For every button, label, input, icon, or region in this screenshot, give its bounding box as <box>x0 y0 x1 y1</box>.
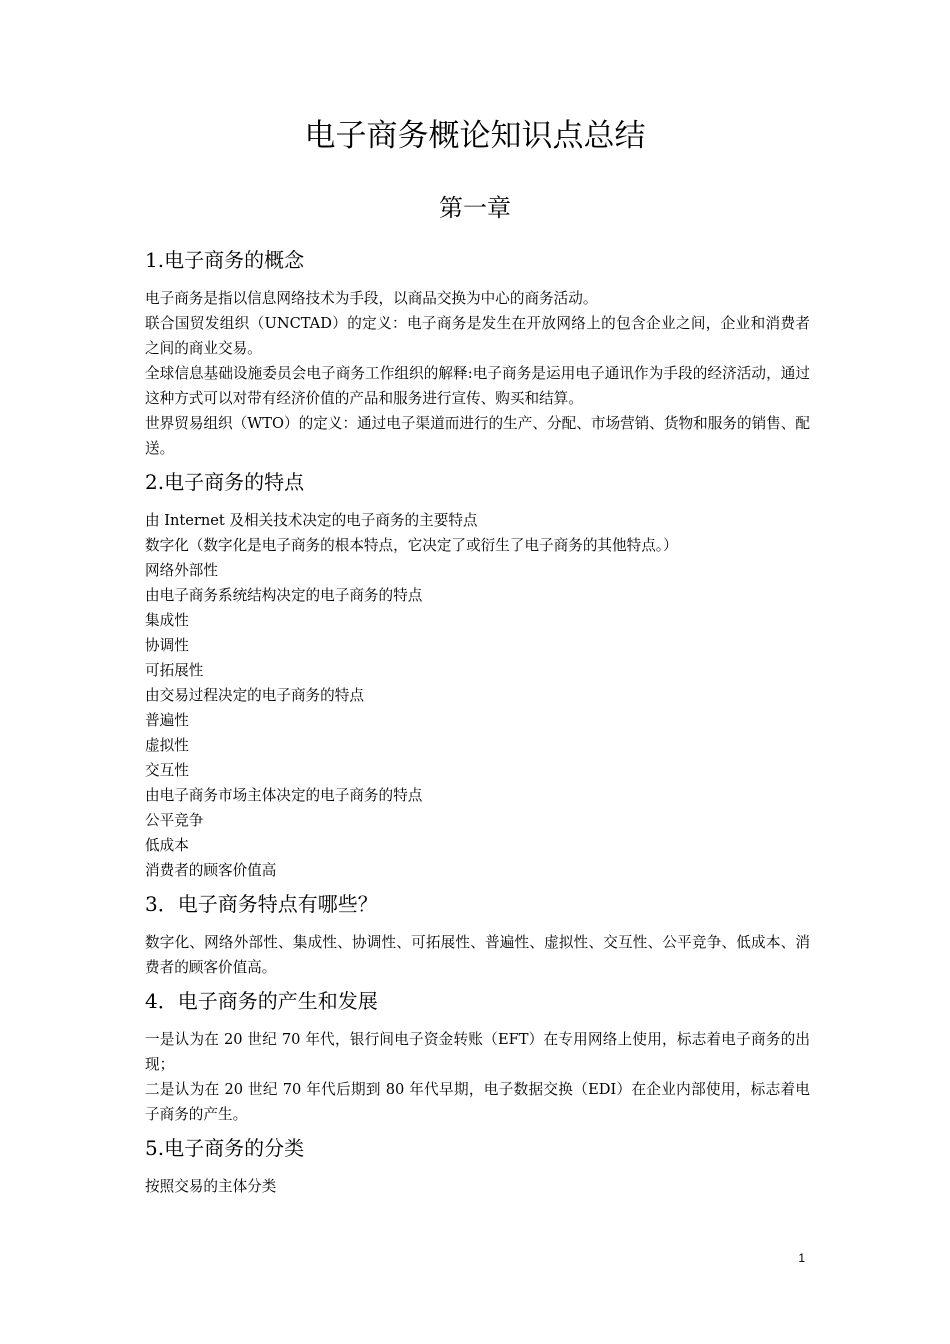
section-origin <box>145 986 810 1127</box>
paragraph: 二是认为在 20 世纪 70 年代后期到 80 年代早期，电子数据交换（EDI）在企业内部使用，标志着电子商务的产生。 <box>145 1081 810 1123</box>
section-features-list <box>145 889 810 980</box>
document-body <box>145 245 810 1205</box>
section-body <box>145 508 810 883</box>
document-title: 电子商务概论知识点总结 <box>304 118 646 154</box>
paragraph: 由电子商务市场主体决定的电子商务的特点 <box>145 787 423 804</box>
chapter-heading: 第一章 <box>439 194 511 222</box>
paragraph: 按照交易的主体分类 <box>145 1178 277 1195</box>
paragraph: 由 Internet 及相关技术决定的电子商务的主要特点 <box>145 512 478 529</box>
paragraph: 联合国贸发组织（UNCTAD）的定义：电子商务是发生在开放网络上的包含企业之间，企业和消费者之间的商业交易。 <box>145 315 810 357</box>
paragraph: 普遍性 <box>145 712 189 729</box>
paragraph: 公平竞争 <box>145 812 204 829</box>
paragraph: 由交易过程决定的电子商务的特点 <box>145 687 364 704</box>
paragraph: 消费者的顾客价值高 <box>145 862 277 879</box>
section-features <box>145 467 810 883</box>
paragraph: 可拓展性 <box>145 662 204 679</box>
paragraph: 集成性 <box>145 612 189 629</box>
paragraph: 低成本 <box>145 837 189 854</box>
section-body <box>145 1174 810 1199</box>
section-body <box>145 286 810 461</box>
paragraph: 一是认为在 20 世纪 70 年代，银行间电子资金转账（EFT）在专用网络上使用，标志着电子商务的出现； <box>145 1031 810 1073</box>
paragraph: 网络外部性 <box>145 562 218 579</box>
section-heading: 1.电子商务的概念 <box>145 248 305 272</box>
paragraph: 世界贸易组织（WTO）的定义：通过电子渠道而进行的生产、分配、市场营销、货物和服务的销售、配送。 <box>145 415 810 457</box>
section-heading: 5.电子商务的分类 <box>145 1136 305 1160</box>
section-classification <box>145 1133 810 1199</box>
paragraph: 虚拟性 <box>145 737 189 754</box>
page-number: 1 <box>798 1251 805 1265</box>
section-heading: 3．电子商务特点有哪些？ <box>145 892 378 916</box>
section-body <box>145 1027 810 1127</box>
section-body <box>145 930 810 980</box>
paragraph: 数字化（数字化是电子商务的根本特点，它决定了或衍生了电子商务的其他特点。） <box>145 537 678 554</box>
paragraph: 由电子商务系统结构决定的电子商务的特点 <box>145 587 423 604</box>
paragraph: 协调性 <box>145 637 189 654</box>
section-heading: 2.电子商务的特点 <box>145 470 305 494</box>
section-concept <box>145 245 810 461</box>
paragraph: 交互性 <box>145 762 189 779</box>
section-heading: 4．电子商务的产生和发展 <box>145 989 378 1013</box>
paragraph: 电子商务是指以信息网络技术为手段，以商品交换为中心的商务活动。 <box>145 290 598 307</box>
paragraph: 全球信息基础设施委员会电子商务工作组织的解释:电子商务是运用电子通讯作为手段的经济活动，通过这种方式可以对带有经济价值的产品和服务进行宣传、购买和结算。 <box>145 365 810 407</box>
paragraph: 数字化、网络外部性、集成性、协调性、可拓展性、普遍性、虚拟性、交互性、公平竞争、低成本、消费者的顾客价值高。 <box>145 934 810 976</box>
